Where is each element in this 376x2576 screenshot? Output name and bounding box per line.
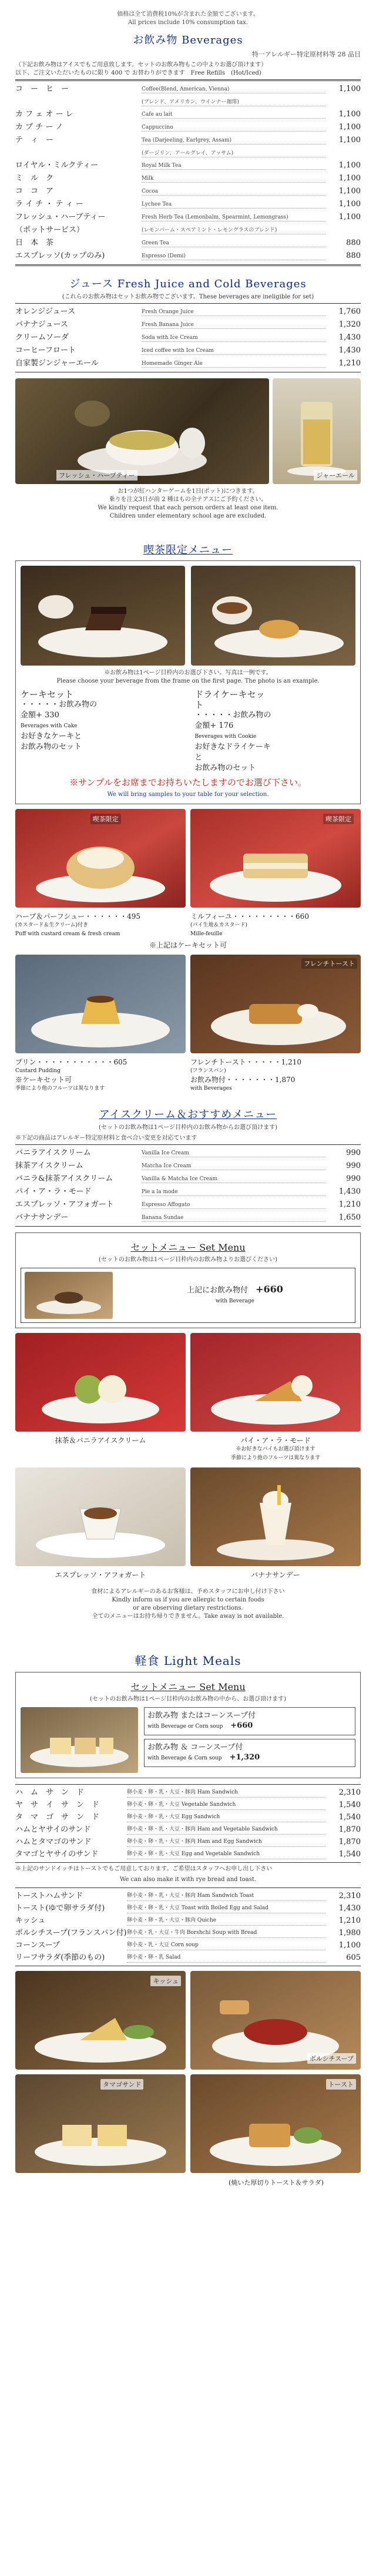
item-name: エスプレッソ(カップのみ) <box>15 251 105 260</box>
menu-item-row <box>15 1185 361 1198</box>
ice-title: アイスクリーム＆おすすめメニュー <box>99 1109 277 1121</box>
toast-meal-caption: (焼いた厚切りトースト＆サラダ) <box>229 2179 324 2187</box>
photo-tag: タマゴサンド <box>100 2079 143 2090</box>
item-name: リーフサラダ(季節のもの) <box>15 1953 105 1962</box>
mille-image <box>190 809 361 908</box>
item-description: (ブレンド、アメリカン、ウインナー珈琲) <box>142 98 325 106</box>
photo-tag: ジャーエール <box>314 470 357 481</box>
item-description: Tea (Darjeeling, Earlgrey, Assam) <box>142 136 325 145</box>
meal-set-options <box>144 1707 355 1773</box>
menu-item-row <box>15 83 361 96</box>
juice-caption: お1つが紅ハンターゲームを1日(ポット)につきます。 乗りを注文3日が前 2 種はもの全テアスにご予約ください。 We kindly request that each person orders at least one item. Children under elementary school age are excluded. <box>98 488 278 519</box>
meals-title: 軽食 Light Meals <box>135 1654 241 1668</box>
item-description: Homemade Ginger Ale <box>142 359 325 368</box>
item-price: 605 <box>346 1953 361 1962</box>
divider <box>15 303 361 304</box>
sundae-caption: バナナサンデー <box>251 1571 300 1579</box>
item-price: 1,870 <box>338 1825 361 1834</box>
divider <box>15 1144 361 1145</box>
menu-item-row <box>15 331 361 344</box>
item-price: 990 <box>346 1148 361 1157</box>
item-description: Matcha Ice Cream <box>142 1161 325 1170</box>
item-name: バナナジュース <box>15 320 68 329</box>
item-price: 1,100 <box>338 200 361 209</box>
menu-item-row <box>15 318 361 331</box>
set-option-a: お飲み物 またはコーンスープ付 with Beverage or Corn soup +660 <box>144 1707 355 1735</box>
toast-image <box>190 955 361 1053</box>
set-option-b: お飲み物 ＆ コーンスープ付 with Beverage & Corn soup +1,320 <box>144 1739 355 1767</box>
item-description: Coffee(Blend, American, Vienna) <box>142 85 325 93</box>
item-price: 1,760 <box>338 307 361 316</box>
item-price: 1,540 <box>338 1850 361 1859</box>
cafe-title: 喫茶限定メニュー <box>143 544 233 556</box>
item-name: オレンジジュース <box>15 307 76 316</box>
item-description: 卵小麦・卵・乳・大豆 Toast with Boiled Egg and Salad <box>127 1903 325 1913</box>
menu-item-row <box>15 344 361 357</box>
cake-set: ケーキセット ・・・・・お飲み物の金額+ 330 Beverages with Cake お好きなケーキと お飲み物のセット <box>21 689 98 751</box>
menu-item-row <box>15 1799 361 1811</box>
ice-list <box>15 1147 361 1224</box>
item-name: テ ィ ー <box>15 136 54 145</box>
item-price: 2,310 <box>338 1788 361 1797</box>
item-name: パイ・ア・ラ・モード <box>15 1187 92 1196</box>
beverages-title: お飲み物 Beverages <box>133 34 243 46</box>
menu-item-row <box>15 198 361 211</box>
limited-tag: 喫茶限定 <box>90 814 121 824</box>
item-description: 卵小麦・卵・乳・大豆・豚肉 Ham and Egg Sandwich <box>127 1837 325 1847</box>
item-description: Cocoa <box>142 187 325 196</box>
item-name: ミ ル ク <box>15 174 54 183</box>
item-description: Royal Milk Tea <box>142 161 325 170</box>
cake-photos <box>21 566 355 666</box>
item-name: クリームソーダ <box>15 333 69 342</box>
item-description: 卵小麦・卵・乳・大豆 Vegetable Sandwich <box>127 1800 325 1810</box>
item-name: ハムとタマゴのサンド <box>15 1838 92 1846</box>
menu-item-row <box>15 1211 361 1224</box>
dry-cake-image <box>191 566 355 666</box>
menu-item-row <box>15 185 361 198</box>
dessert-captions-1 <box>15 912 361 939</box>
cafe-caption: ※お飲み物は1ページ目枠内のお選び下さい。写真は一例です。 Please choose your beverage from the frame on the first page. The photo is an example. <box>56 670 320 684</box>
tax-note: 価格は全て消費税10%が含まれた金額でございます。 All prices include 10% consumption tax. <box>117 11 259 26</box>
item-description: Soda with Ice Cream <box>142 333 325 342</box>
menu-item-row <box>15 211 361 224</box>
item-price: 1,210 <box>338 359 361 368</box>
matcha-ice-image <box>15 1333 186 1432</box>
item-price: 1,430 <box>338 333 361 342</box>
menu-item-row <box>15 134 361 147</box>
item-price: 1,100 <box>338 174 361 183</box>
item-name: ハ ム サ ン ド <box>15 1788 85 1797</box>
item-price: 1,210 <box>338 1200 361 1209</box>
item-description: Espresso (Demi) <box>142 251 325 260</box>
menu-item-row <box>15 1160 361 1173</box>
item-name: バニラアイスクリーム <box>15 1148 91 1157</box>
item-description: Green Tea <box>142 239 325 247</box>
item-name: キッシュ <box>15 1916 46 1925</box>
meal-list <box>15 1786 361 1860</box>
pudding-caption: プリン・・・・・・・・・・・605 Custard Pudding ※ケーキセット可 季節により他のフルーツは異なります <box>15 1058 127 1091</box>
item-description: Fresh Herb Tea (Lemonbalm, Spearmint, Lemongrass) <box>142 213 325 221</box>
set-note: (セットのお飲み物は1ページ目枠内のお飲み物よりお選びください) <box>99 1257 277 1263</box>
beverages-note-2: 以下、ご注文いただいたものに限り 400 で お替わりができます Free Refills (Hot/Iced) <box>15 70 261 76</box>
bread-note: ※上記のサンドイッチはトーストでもご用意しております。ご希望はスタッフへお申し出し下さい <box>15 1866 273 1872</box>
meal-set-image <box>21 1707 138 1773</box>
set-menu-title: セットメニュー Set Menu <box>130 1242 246 1253</box>
cake-set-box <box>15 560 361 804</box>
ice-grid-2 <box>15 1467 361 1566</box>
pie-caption: パイ・ア・ラ・モード ※お好きなパイもお選び頂けます 季節により他のフルーツは異なります <box>230 1436 321 1461</box>
menu-item-row <box>15 237 361 250</box>
item-price: 1,540 <box>338 1813 361 1822</box>
item-price: 1,100 <box>338 110 361 119</box>
item-name: ラ イ チ ・ テ ィ ー <box>15 200 83 209</box>
item-description: 卵小麦・乳・大豆・牛肉 Borshchi Soup with Bread <box>127 1928 325 1938</box>
menu-item-row <box>15 1173 361 1185</box>
matcha-ice-caption: 抹茶＆バニラアイスクリーム <box>55 1436 146 1445</box>
beverages-note-1: （下記お飲み物はアイスでもご用意致します。セットのお飲み物もこの中よりお選び頂けます） <box>15 62 267 68</box>
item-name: バニラ&抹茶アイスクリーム <box>15 1174 113 1183</box>
menu-item-row <box>15 1890 361 1902</box>
cake-illustration <box>21 566 185 666</box>
item-name: ハムとヤサイのサンド <box>15 1825 91 1834</box>
item-price: 1,100 <box>338 123 361 132</box>
item-price: 1,100 <box>338 1941 361 1950</box>
menu-item-row <box>15 1147 361 1160</box>
item-name: フレッシュ・ハーブティー <box>15 213 106 221</box>
meal-set-box <box>15 1672 361 1778</box>
pudding-illustration <box>15 955 186 1053</box>
item-price: 1,320 <box>338 320 361 329</box>
menu-item-row <box>15 250 361 263</box>
item-price: 1,100 <box>338 161 361 170</box>
photo-tag: キッシュ <box>150 1976 181 1986</box>
item-name: コ コ ア <box>15 187 54 196</box>
menu-item-row <box>15 1939 361 1952</box>
menu-item-row <box>15 357 361 370</box>
meal-set-note: (セットのお飲み物は1ページ目枠内のお飲み物の中から、お選び頂けます) <box>90 1696 286 1702</box>
item-name: タマゴとヤサイのサンド <box>15 1850 99 1859</box>
meal-set-content <box>21 1707 355 1773</box>
photo-tag: ボルシチスープ <box>307 2053 356 2064</box>
ice-note-2: ※下記の商品はアレルギー特定原材料と食べ合い変更を対応ています <box>15 1135 197 1141</box>
menu-item-row <box>15 1811 361 1823</box>
menu-item-row <box>15 1927 361 1939</box>
divider <box>15 264 361 266</box>
item-name: カ フ ェ オ ー レ <box>15 110 73 119</box>
item-price: 1,210 <box>338 1916 361 1925</box>
menu-item-row <box>15 159 361 172</box>
menu-item-row <box>15 96 361 108</box>
pudding-image <box>15 955 186 1053</box>
item-price: 880 <box>346 251 361 260</box>
menu-item-row <box>15 108 361 121</box>
toast-caption: フレンチトースト・・・・・1,210 (フランスパン) お飲み物付・・・・・・・1,870 with Beverages <box>190 1058 301 1091</box>
item-description: Vanilla & Matcha Ice Cream <box>142 1174 325 1183</box>
item-price: 1,100 <box>338 213 361 221</box>
item-description: Vanilla Ice Cream <box>142 1148 325 1157</box>
item-price: 1,100 <box>338 136 361 145</box>
cake-image <box>21 566 185 666</box>
item-price: 2,310 <box>338 1892 361 1900</box>
item-description: Pie a la mode <box>142 1187 325 1196</box>
menu-item-row <box>15 1198 361 1211</box>
item-name: エスプレッソ・アフォガート <box>15 1200 114 1209</box>
item-price: 990 <box>346 1174 361 1183</box>
ice-captions-2 <box>15 1571 361 1580</box>
dry-cake-set: ドライケーキセット ・・・・・お飲み物の金額+ 176 Beverages with Cookie お好きなドライケーキと お飲み物のセット <box>194 689 271 773</box>
puff-image <box>15 809 186 908</box>
item-description: Espresso Affogato <box>142 1200 325 1209</box>
allergy-caption: 食材によるアレルギーのあるお客様は、予めスタッフにお申し付け下さい Kindly inform us if you are allergic to certain foods or are observing dietary restrictions. 全てのメニューはお持ち帰りできません。Take away is not available. <box>91 1588 285 1620</box>
item-description: (レモンバーム・スペアミント・レモングラスのブレンド) <box>142 226 325 234</box>
juice-list <box>15 305 361 370</box>
item-description: 卵小麦・卵・乳・大豆 Egg Sandwich <box>127 1812 325 1822</box>
item-price: 1,430 <box>338 1904 361 1913</box>
set-descriptions <box>21 689 355 774</box>
affogato-caption: エスプレッソ・アフォガート <box>55 1571 146 1579</box>
item-description: 卵小麦・卵・乳・大豆・豚肉 Quiche <box>127 1916 325 1926</box>
ice-set-box <box>15 1232 361 1328</box>
item-description: 卵小麦・卵・乳・大豆・豚肉 Ham Sandwich <box>127 1788 325 1798</box>
borscht-image <box>190 1971 361 2070</box>
divider <box>15 79 361 81</box>
item-description: Iced coffee with Ice Cream <box>142 346 325 355</box>
item-description: 卵小麦・卵・乳・大豆 Egg and Vegetable Sandwich <box>127 1849 325 1859</box>
sundae-image <box>190 1467 361 1566</box>
item-description: Milk <box>142 174 325 183</box>
item-name: カ プ チ ー ノ <box>15 123 63 132</box>
photo-tag: フレンチトースト <box>301 958 357 969</box>
menu-item-row <box>15 1902 361 1915</box>
set-image <box>25 1272 113 1319</box>
item-name: ヤ サ イ サ ン ド <box>15 1801 100 1809</box>
item-description: Banana Sundae <box>142 1213 325 1222</box>
menu-item-row <box>15 1823 361 1836</box>
item-description: 卵小麦・乳・大豆 Corn soup <box>127 1940 325 1950</box>
ice-note-1: (セットのお飲み物は1ページ目枠内のお飲み物からお選び頂けます) <box>99 1124 277 1131</box>
dessert-grid-1 <box>15 809 361 908</box>
item-name: トースト(ゆで卵サラダ付) <box>15 1904 105 1913</box>
allergy-note: 特一アレルギー特定原材料等 28 品目 <box>251 51 361 58</box>
herbtea-photo <box>15 378 361 484</box>
photo-tag: フレッシュ・ハーブティー <box>56 470 137 481</box>
sample-note: ※サンプルをお席までお持ちいたしますのでお選び下さい。 <box>69 777 307 788</box>
divider <box>15 1226 361 1227</box>
egg-sandwich-image <box>15 2074 186 2173</box>
menu-item-row <box>15 121 361 134</box>
item-name: タ マ ゴ サ ン ド <box>15 1813 100 1822</box>
herbtea-image <box>15 378 269 484</box>
meal-set-title: セットメニュー Set Menu <box>130 1681 246 1692</box>
ice-grid-1 <box>15 1333 361 1432</box>
item-name: 日 本 茶 <box>15 239 54 247</box>
item-name: バナナサンデー <box>15 1213 69 1222</box>
item-name: 自家製ジンジャーエール <box>15 359 99 368</box>
coffee-cup-illustration <box>25 1272 113 1319</box>
item-description: Lychee Tea <box>142 200 325 209</box>
juice-note: (これらのお飲み物はセットお飲み物でございます。These beverages are ineligible for set) <box>62 294 314 300</box>
glass-illustration <box>273 378 361 484</box>
photo-tag: トースト <box>326 2079 356 2090</box>
menu-item-row <box>15 224 361 237</box>
menu-item-row <box>15 147 361 159</box>
item-price: 1,430 <box>338 1187 361 1196</box>
juice-title: ジュース Fresh Juice and Cold Beverages <box>69 278 307 290</box>
meal-list-2 <box>15 1890 361 1964</box>
set-label: 上記にお飲み物付 +660 with Beverage <box>187 1284 283 1304</box>
menu-item-row <box>15 1848 361 1860</box>
sample-note-en: We will bring samples to your table for your selection. <box>107 791 269 798</box>
item-price: 1,100 <box>338 85 361 93</box>
item-name: トーストハムサンド <box>15 1892 83 1900</box>
quiche-image <box>15 1971 186 2070</box>
item-price: 1,980 <box>338 1929 361 1937</box>
ice-captions-1 <box>15 1436 361 1463</box>
toast-meal-image <box>190 2074 361 2173</box>
item-price: 1,430 <box>338 346 361 355</box>
dessert-grid-2 <box>15 955 361 1053</box>
item-name: ロイヤル・ミルクティー <box>15 161 99 170</box>
item-name: コ ー ヒ ー <box>15 85 69 93</box>
divider <box>15 1784 361 1785</box>
menu-item-row <box>15 1836 361 1848</box>
ginger-ale-image <box>273 378 361 484</box>
item-description: Fresh Banana Juice <box>142 320 325 329</box>
teacup-illustration <box>15 378 269 484</box>
dry-cake-illustration <box>191 566 355 666</box>
pie-image <box>190 1333 361 1432</box>
sundae-illustration <box>190 1467 361 1566</box>
cake-set-ok: ※上記はケーキセット可 <box>149 941 227 949</box>
puff-caption: ハーブ＆パーフシュー・・・・・・495 (カスタード＆生クリーム)付き Puff with custard cream & fresh cream <box>15 912 140 937</box>
beverage-list <box>15 83 361 263</box>
divider <box>15 1862 361 1863</box>
item-price: 1,650 <box>338 1213 361 1222</box>
item-name: コーヒーフロート <box>15 346 76 355</box>
item-description: 卵小麦・卵・乳・大豆・豚肉 Ham Sandwich Toast <box>127 1891 325 1901</box>
menu-item-row <box>15 1915 361 1927</box>
affogato-illustration <box>15 1467 186 1566</box>
limited-tag: 喫茶限定 <box>323 814 354 824</box>
item-description: Fresh Orange Juice <box>142 307 325 316</box>
menu-item-row <box>15 1952 361 1964</box>
item-description: Cappuccino <box>142 123 325 132</box>
item-name: 抹茶アイスクリーム <box>15 1161 83 1170</box>
item-name: （ポットサービス） <box>15 226 85 234</box>
menu-item-row <box>15 1786 361 1799</box>
ice-illustration <box>15 1333 186 1432</box>
item-price: 1,540 <box>338 1801 361 1809</box>
bread-note-en: We can also make it with rye bread and toast. <box>119 1876 257 1883</box>
item-price: 1,100 <box>338 187 361 196</box>
menu-item-row <box>15 172 361 185</box>
item-description: 卵小麦・卵・乳・大豆・豚肉 Ham and Vegetable Sandwich <box>127 1825 325 1835</box>
item-price: 990 <box>346 1161 361 1170</box>
item-name: コーンスープ <box>15 1941 61 1950</box>
mille-caption: ミルフィーユ・・・・・・・・・660 (パイ生地＆カスタード) Mille-feuille <box>190 912 309 937</box>
menu-item-row <box>15 305 361 318</box>
item-description: Cafe au lait <box>142 110 325 119</box>
dessert-captions-2 <box>15 1058 361 1093</box>
affogato-image <box>15 1467 186 1566</box>
item-name: ボルシチスープ(フランスパン付) <box>15 1929 127 1937</box>
meal-grid <box>15 1971 361 2173</box>
item-description: (ダージリン、アールグレイ、アッサム) <box>142 149 325 157</box>
sandwich-illustration <box>21 1707 138 1773</box>
item-price: 1,870 <box>338 1838 361 1846</box>
set-option <box>21 1268 355 1323</box>
pie-illustration <box>190 1333 361 1432</box>
toast-illustration <box>190 955 361 1053</box>
item-price: 880 <box>346 239 361 247</box>
item-description: 卵小麦・卵・乳 Salad <box>127 1953 325 1963</box>
